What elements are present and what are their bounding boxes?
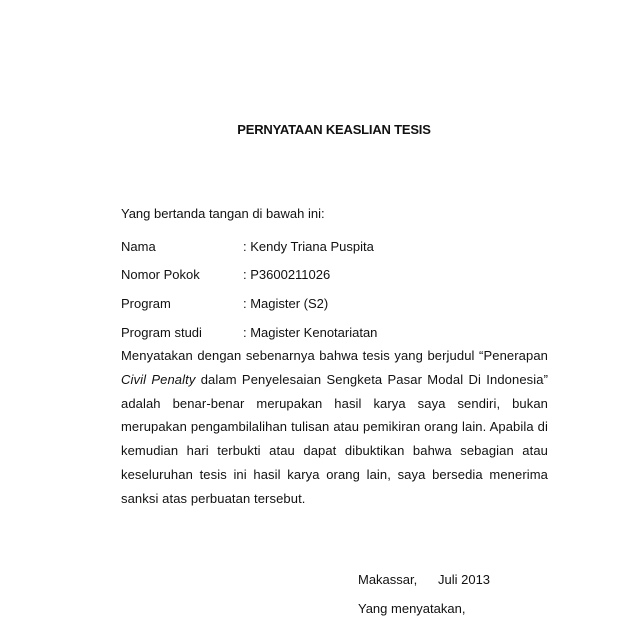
document-title: PERNYATAAN KEASLIAN TESIS [237, 122, 431, 137]
field-label: Nomor Pokok [121, 267, 200, 282]
field-value: : P3600211026 [243, 267, 331, 282]
statement-text-part1: Menyatakan dengan sebenarnya bahwa tesis yang berjudul “Penerapan [121, 348, 548, 363]
signature-date: Juli 2013 [438, 572, 491, 587]
field-value: : Magister Kenotariatan [243, 325, 378, 340]
statement-italic-term: Civil Penalty [121, 371, 196, 387]
field-label: Program studi [121, 325, 202, 340]
field-value: : Kendy Triana Puspita [243, 239, 374, 254]
intro-text: Yang bertanda tangan di bawah ini: [121, 206, 325, 221]
field-label: Nama [121, 239, 156, 254]
signature-statement: Yang menyatakan, [358, 601, 466, 616]
statement-paragraph [121, 344, 548, 511]
signature-place: Makassar, [358, 572, 418, 587]
statement-text-part2: dalam Penyelesaian Sengketa Pasar Modal Di Indonesia” adalah benar-benar merupakan hasil karya saya sendiri, bukan merupakan pengambilalihan tulisan atau pemikiran orang lain. Apabila di kemudian hari terbukti atau dapat dibuktikan bahwa sebagian atau keseluruhan tesis ini hasil karya orang lain, saya bersedia menerima sanksi atas perbuatan tersebut. [121, 371, 548, 506]
field-value: : Magister (S2) [243, 296, 329, 311]
field-label: Program [121, 296, 171, 311]
